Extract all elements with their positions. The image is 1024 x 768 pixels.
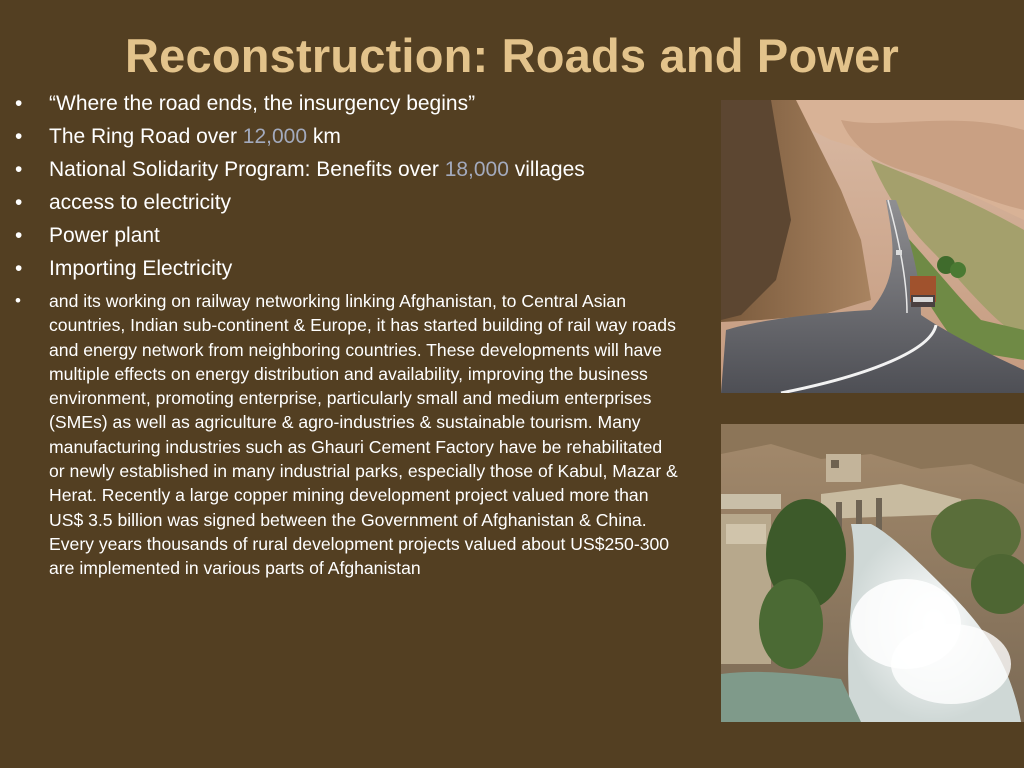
highlight-number: 18,000 bbox=[444, 158, 509, 181]
bullet-item bbox=[0, 191, 700, 215]
bullet-text: The Ring Road over bbox=[49, 125, 243, 148]
dam-photo-illustration bbox=[721, 424, 1024, 722]
bullet-text: access to electricity bbox=[49, 191, 232, 214]
bullet-marker: • bbox=[15, 291, 21, 310]
bullet-text: Power plant bbox=[49, 224, 160, 247]
bullet-text: and its working on railway networking linking Afghanistan, to Central Asian countries, Indian sub-continent & Europe, it has started building of rail way roads and energy network from neighboring countries. These developments will have multiple effects on energy distribution and availability, improving the business environment, promoting enterprise, particularly small and medium enterprises (SMEs) as well as agriculture & agro-industries & sustainable tourism. Many manufacturing industries such as Ghauri Cement Factory have be rehabilitated or newly established in many industrial parks, especially those of Kabul, Mazar & Herat. Recently a large copper mining development project valued more than US$ 3.5 billion was signed between the Government of Afghanistan & China. Every years thousands of rural development projects valued about US$250-300 are implemented in various parts of Afghanistan bbox=[49, 291, 678, 579]
bullet-item bbox=[0, 257, 700, 281]
road-photo bbox=[721, 100, 1024, 393]
bullet-text: Importing Electricity bbox=[49, 257, 233, 280]
bullet-text: National Solidarity Program: Benefits over bbox=[49, 158, 445, 181]
bullet-item bbox=[0, 224, 700, 248]
bullet-marker: • bbox=[15, 191, 23, 214]
bullet-item bbox=[0, 158, 700, 182]
bullet-marker: • bbox=[15, 224, 23, 247]
bullet-text: villages bbox=[508, 158, 585, 181]
bullet-item bbox=[0, 92, 700, 116]
bullet-marker: • bbox=[15, 158, 23, 181]
highlight-number: 12,000 bbox=[242, 125, 308, 148]
bullet-marker: • bbox=[15, 257, 23, 280]
bullet-item bbox=[0, 289, 700, 581]
bullet-text: km bbox=[307, 125, 341, 148]
slide-title: Reconstruction: Roads and Power bbox=[125, 29, 899, 82]
road-photo-illustration bbox=[721, 100, 1024, 393]
bullet-item bbox=[0, 125, 700, 149]
bullet-list bbox=[0, 92, 700, 590]
bullet-text: “Where the road ends, the insurgency begins” bbox=[49, 92, 476, 115]
dam-photo bbox=[721, 424, 1024, 722]
bullet-marker: • bbox=[15, 125, 23, 148]
bullet-marker: • bbox=[15, 92, 23, 115]
